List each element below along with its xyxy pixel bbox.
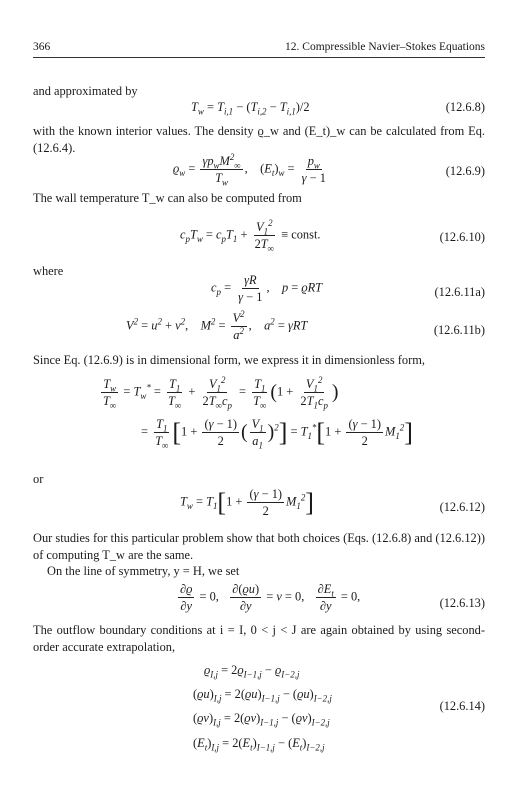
equation-12-6-9: $ϱ_w$ = $\frac{\gamma p_wM^2_\infty}{T_w}$ , $(E_t)_w$ = $\frac{p_w}{\gamma - 1}$ (12.6.9) xyxy=(173,151,485,188)
equation-12-6-14: $ϱ_{I,j} = 2ϱ_{I-1,j} - ϱ_{I-2,j}$ $(ϱu)_{I,j} = 2(ϱu)_{I-1,j} - (ϱu)_{I-2,j}$ $(ϱv)_{I,j} = 2(ϱv)_{I-1,j} - (ϱv)_{I-2,j}$ $(E_t)_{I,j} = 2(E_t)_{I-1,j} - (E_t)_{I-2,j}$ (12.6.14) xyxy=(193,663,485,753)
equation-12-6-13: $\frac{\partial ϱ}{\partial y}$ = 0, $\frac{\partial(ϱu)}{\partial y}$ = v = 0, $\frac{\partial E_t}{\partial y}$ = 0, (12.6.13) xyxy=(180,582,485,614)
equation-dimensionless-line1: $\frac{T_w}{T_\infty}$ = $T_w^*$ = $\frac{T_1}{T_\infty}$ + $\frac{V_1^2}{2T_\infty c_p}$ = $\frac{T_1}{T_\infty}$ (1 + $\frac{V_1^2}{2T_1c_p}$ ) xyxy=(103,374,339,411)
header-rule xyxy=(33,57,485,58)
paragraph-wall-temperature: The wall temperature T_w can also be computed from xyxy=(33,191,302,205)
paragraph-symmetry: On the line of symmetry, y = H, we set xyxy=(47,564,240,578)
equation-12-6-11b: $V^2 = u^2 + v^2$, $M^2$ = $\frac{V^2}{a^2}$ , $a^2 = \gamma RT$ (12.6.11b) xyxy=(126,308,485,343)
equation-number: (12.6.10) xyxy=(439,230,485,244)
paragraph-or: or xyxy=(33,472,44,486)
equation-12-6-8: $T_w = T_{i,1} - (T_{i,2} - T_{i,1})/2$ (12.6.8) xyxy=(191,100,485,117)
equation-12-6-11a: $c_p$ = $\frac{\gamma R}{\gamma - 1}$ , p = ϱRT (12.6.11a) xyxy=(211,273,485,305)
equation-number: (12.6.13) xyxy=(439,596,485,610)
paragraph-dimensionless: Since Eq. (12.6.9) is in dimensional form, we express it in dimensionless form, xyxy=(33,353,425,367)
equation-number: (12.6.12) xyxy=(439,500,485,514)
equation-12-6-12: $T_w = T_1[1$ + $\frac{(\gamma - 1)}{2}$ $M_1^2$] (12.6.12) xyxy=(180,487,485,519)
equation-number: (12.6.11b) xyxy=(433,323,485,337)
equation-number: (12.6.14) xyxy=(439,699,485,713)
equation-dimensionless-line2: = $\frac{T_1}{T_\infty}$ [1 + $\frac{(\gamma - 1)}{2}$ ( $\frac{V_1}{a_1}$ )$^2] = T_1^*[1$ + $\frac{(\gamma - 1)}{2}$ $M_1^2$] xyxy=(141,417,413,451)
equation-number: (12.6.8) xyxy=(445,100,485,114)
equation-number: (12.6.11a) xyxy=(434,285,485,299)
paragraph-density: with the known interior values. The density ϱ_w and (E_t)_w can be calculated from Eq. (12.6.4). xyxy=(33,124,485,155)
equation-rhs: ≡ const. xyxy=(281,227,321,242)
chapter-title: 12. Compressible Navier–Stokes Equations xyxy=(285,41,485,53)
paragraph-outflow: The outflow boundary conditions at i = I, 0 < j < J are again obtained by using second-order accurate extrapolation, xyxy=(33,623,485,654)
paragraph-studies: Our studies for this particular problem show that both choices (Eqs. (12.6.8) and (12.6.12)) of computing T_w are the same. xyxy=(33,531,485,562)
equation-12-6-10: $c_pT_w = c_pT_1$ + $\frac{V_1^2}{2T_\infty}$ ≡ const. (12.6.10) xyxy=(180,217,485,254)
paragraph-approximated: and approximated by xyxy=(33,84,138,98)
page-number: 366 xyxy=(33,41,51,53)
equation-number: (12.6.9) xyxy=(445,164,485,178)
running-header xyxy=(33,40,485,56)
book-page xyxy=(33,0,485,800)
paragraph-where: where xyxy=(33,264,64,278)
